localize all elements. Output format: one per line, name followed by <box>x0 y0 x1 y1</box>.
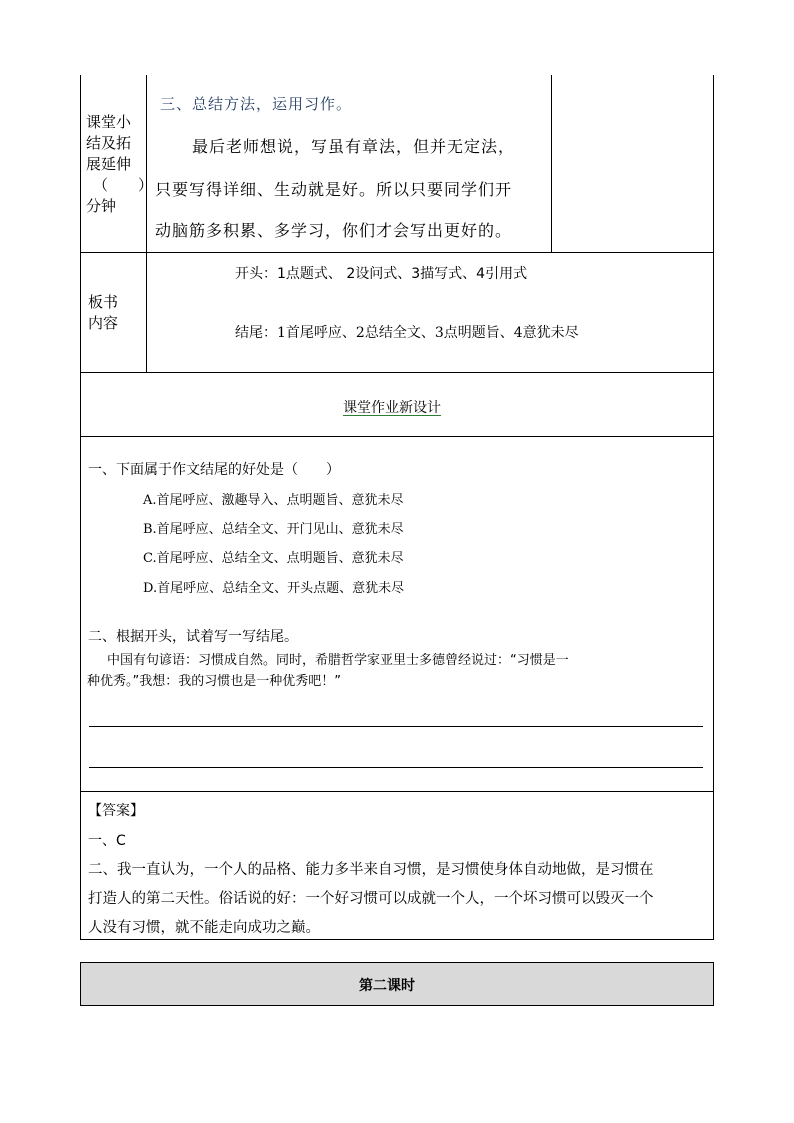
row-divider-answer <box>80 791 714 792</box>
summary-paragraph-line: 动脑筋多积累、多学习，你们才会写出更好的。 <box>155 221 513 240</box>
q1-option-d: D.首尾呼应、总结全文、开头点题、意犹未尽 <box>143 581 405 596</box>
summary-paragraph-line: 只要写得详细、生动就是好。所以只要同学们开 <box>155 180 513 199</box>
homework-title: 课堂作业新设计 <box>343 400 441 416</box>
board-label-line: 内容 <box>88 314 119 332</box>
answer-writing-line <box>89 767 703 768</box>
board-ending: 结尾：1首尾呼应、2总结全文、3点明题旨、4意犹未尽 <box>235 325 579 341</box>
answer-2-line: 二、我一直认为，一个人的品格、能力多半来自习惯，是习惯使身体自动地做，是习惯在 <box>88 862 654 878</box>
q2-passage-line: 中国有句谚语：习惯成自然。同时，希腊哲学家亚里士多德曾经说过：“习惯是一 <box>107 653 569 668</box>
summary-right-divider <box>551 75 552 252</box>
summary-label <box>86 112 153 217</box>
row-divider-board <box>80 372 714 373</box>
table-left-border <box>80 75 81 940</box>
answer-1: 一、C <box>88 833 126 849</box>
q2-stem: 二、根据开头，试着写一写结尾。 <box>88 629 298 645</box>
summary-label-line: 展延伸 <box>86 155 132 173</box>
q2-passage-line: 种优秀。”我想：我的习惯也是一种优秀吧！” <box>87 674 341 689</box>
summary-label-line: 结及拓 <box>86 134 132 152</box>
q1-option-b: B.首尾呼应、总结全文、开门见山、意犹未尽 <box>143 522 404 537</box>
summary-label-line: （ ） <box>93 176 154 194</box>
row-divider-homework-title <box>80 436 714 437</box>
answer-2-line: 打造人的第二天性。俗话说的好：一个好习惯可以成就一个人，一个坏习惯可以毁灭一个 <box>88 891 654 907</box>
summary-label-line: 分钟 <box>86 197 117 215</box>
summary-label-line: 课堂小 <box>86 113 132 131</box>
q1-option-a: A.首尾呼应、激趣导入、点明题旨、意犹未尽 <box>143 493 404 508</box>
table-right-border <box>713 75 714 940</box>
answer-2-line: 人没有习惯，就不能走向成功之巅。 <box>88 920 320 936</box>
table-bottom-border <box>80 939 714 940</box>
row-divider-summary <box>80 252 714 253</box>
summary-heading: 三、总结方法，运用习作。 <box>160 95 353 113</box>
board-label-line: 板书 <box>88 293 119 311</box>
answer-title: 【答案】 <box>88 803 144 819</box>
q1-stem: 一、下面属于作文结尾的好处是（ ） <box>88 462 340 478</box>
board-label <box>88 292 118 334</box>
board-opening: 开头：1点题式、 2设问式、3描写式、4引用式 <box>235 266 528 282</box>
second-lesson-title: 第二课时 <box>359 978 415 994</box>
q1-option-c: C.首尾呼应、总结全文、点明题旨、意犹未尽 <box>143 551 404 566</box>
summary-paragraph-line: 最后老师想说，写虽有章法，但并无定法， <box>192 137 516 156</box>
answer-writing-line <box>89 726 703 727</box>
